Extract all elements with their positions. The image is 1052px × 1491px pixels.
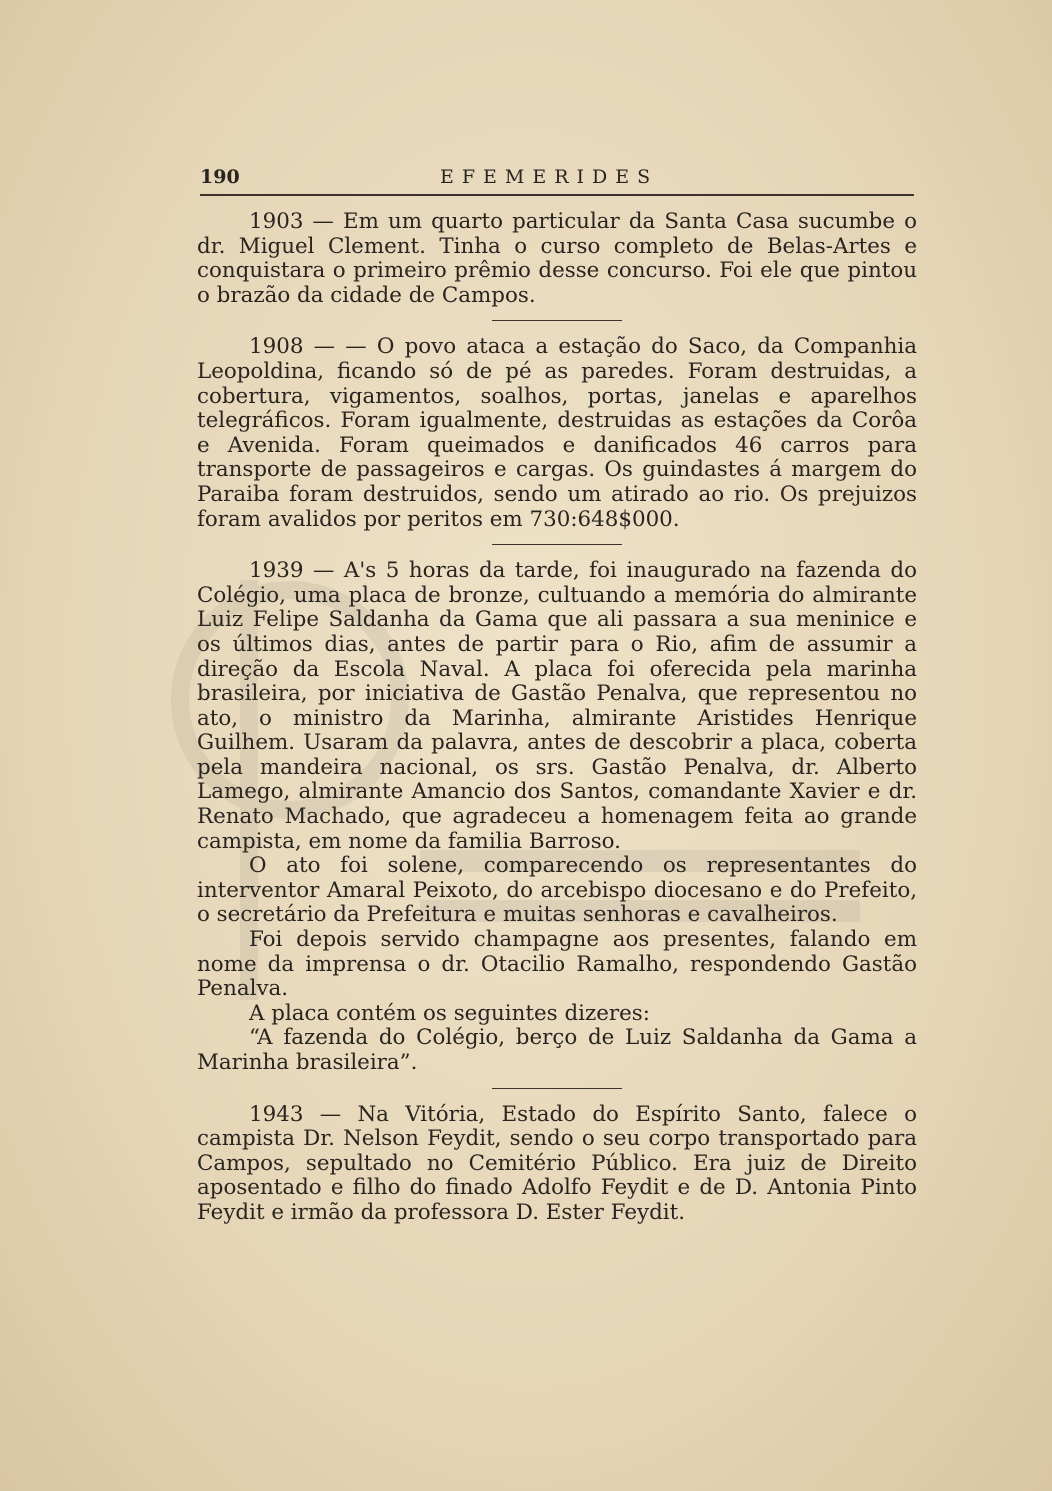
entry-1943 [197,1103,917,1226]
page-number: 190 [200,166,240,188]
entry-paragraph: 1908 — — O povo ataca a estação do Saco, da Companhia Leopoldina, ficando só de pé as paredes. Foram destruidas, a cobertura, vigamentos, soalhos, portas, janelas e aparelhos telegráficos. Foram igualmente, destruidas as estações da Corôa e Avenida. Foram queimados e danificados 46 carros para transporte de passageiros e cargas. Os guindastes á margem do Paraiba foram destruidos, sendo um atirado ao rio. Os prejuizos foram avalidos por peritos em 730:648$000. [197,334,917,532]
entry-1939 [197,559,917,1075]
entry-paragraph: 1939 — A's 5 horas da tarde, foi inaugurado na fazenda do Colégio, uma placa de bronze, cultuando a memória do almirante Luiz Felipe Saldanha da Gama que ali passara a sua meninice e os últimos dias, antes de partir para o Rio, afim de assumir a direção da Escola Naval. A placa foi oferecida pela marinha brasileira, por iniciativa de Gastão Penalva, que representou no ato, o ministro da Marinha, almirante Aristides Henrique Guilhem. Usaram da palavra, antes de descobrir a placa, coberta pela mandeira nacional, os srs. Gastão Penalva, dr. Alberto Lamego, almirante Amancio dos Santos, comandante Xavier e dr. Renato Machado, que agradeceu a homenagem feita ao grande campista, em nome da familia Barroso. [197,558,917,854]
page-body [197,210,917,1226]
section-divider [492,544,622,545]
entry-paragraph: A placa contém os seguintes dizeres: [249,1000,650,1026]
entry-1903 [197,210,917,308]
entry-paragraph: 1943 — Na Vitória, Estado do Espírito Santo, falece o campista Dr. Nelson Feydit, sendo o seu corpo transportado para Campos, sepultado no Cemitério Público. Era juiz de Direito aposentado e filho do finado Adolfo Feydit e de D. Antonia Pinto Feydit e irmão da professora D. Ester Feydit. [197,1101,917,1225]
plaque-inscription: “A fazenda do Colégio, berço de Luiz Saldanha da Gama a Marinha brasileira”. [197,1025,917,1075]
entry-1908 [197,335,917,532]
running-title: EFEMERIDES [440,166,659,188]
entry-paragraph: O ato foi solene, comparecendo os representantes do interventor Amaral Peixoto, do arcebispo diocesano e do Prefeito, o secretário da Prefeitura e muitas senhoras e cavalheiros. [197,853,917,928]
section-divider [492,1088,622,1089]
section-divider [492,320,622,321]
page-header [200,166,914,196]
entry-paragraph: 1903 — Em um quarto particular da Santa Casa sucumbe o dr. Miguel Clement. Tinha o curso completo de Belas-Artes e conquistara o primeiro prêmio desse concurso. Foi ele que pintou o brazão da cidade de Campos. [197,209,917,308]
entry-paragraph: Foi depois servido champagne aos presentes, falando em nome da imprensa o dr. Otacilio Ramalho, respondendo Gastão Penalva. [197,927,917,1002]
